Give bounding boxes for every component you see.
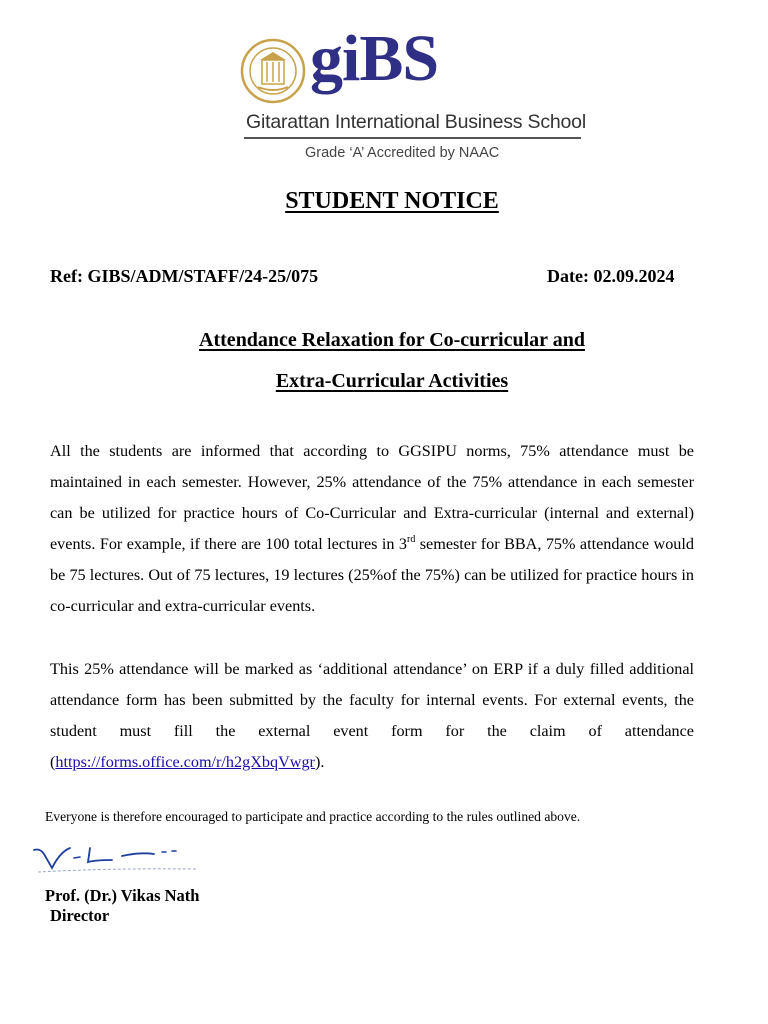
header-divider	[244, 137, 581, 139]
closing-statement: Everyone is therefore encouraged to participate and practice according to the rules outlined above.	[45, 809, 581, 824]
ordinal-superscript: rd	[406, 534, 416, 545]
signatory-name: Prof. (Dr.) Vikas Nath	[45, 886, 200, 905]
para2-text-a: This 25% attendance will be marked as ‘additional attendance’ on ERP if a duly filled additional attendance form has been submitted by the faculty for internal events. For external events, the student must fill the external event form for the claim of attendance (	[50, 660, 694, 771]
para2-text-b: ).	[314, 753, 325, 771]
accreditation-line: Grade ‘A’ Accredited by NAAC	[305, 145, 500, 161]
subject-line-1: Attendance Relaxation for Co-curricular and	[199, 329, 585, 351]
signatory-designation: Director	[50, 906, 110, 925]
gitarattan-seal-logo	[240, 38, 306, 104]
notice-subject	[0, 320, 768, 402]
para1-text-b: semester for BBA, 75% attendance would be 75 lectures. Out of 75 lectures, 19 lectures (25%of the 75%) can be utilized for practice hours in co-curricular and extra-curricular events.	[50, 535, 694, 615]
notice-date: Date: 02.09.2024	[547, 266, 675, 286]
director-signature	[30, 838, 200, 880]
body-paragraph-1	[50, 436, 694, 622]
external-event-form-link[interactable]: https://forms.office.com/r/h2gXbqVwgr	[55, 753, 315, 771]
body-paragraph-2	[50, 654, 694, 778]
reference-number: Ref: GIBS/ADM/STAFF/24-25/075	[50, 266, 319, 286]
para1-text-a: All the students are informed that according to GGSIPU norms, 75% attendance must be maintained in each semester. However, 25% attendance of the 75% attendance in each semester can be utilized for practice hours of Co-Curricular and Extra-curricular (internal and external) events. For example, if there are 100 total lectures in 3	[50, 442, 694, 553]
notice-title: STUDENT NOTICE	[285, 188, 499, 214]
school-name: Gitarattan International Business School	[246, 111, 586, 133]
brand-wordmark: giBS	[310, 22, 439, 95]
subject-line-2: Extra-Curricular Activities	[275, 370, 509, 392]
